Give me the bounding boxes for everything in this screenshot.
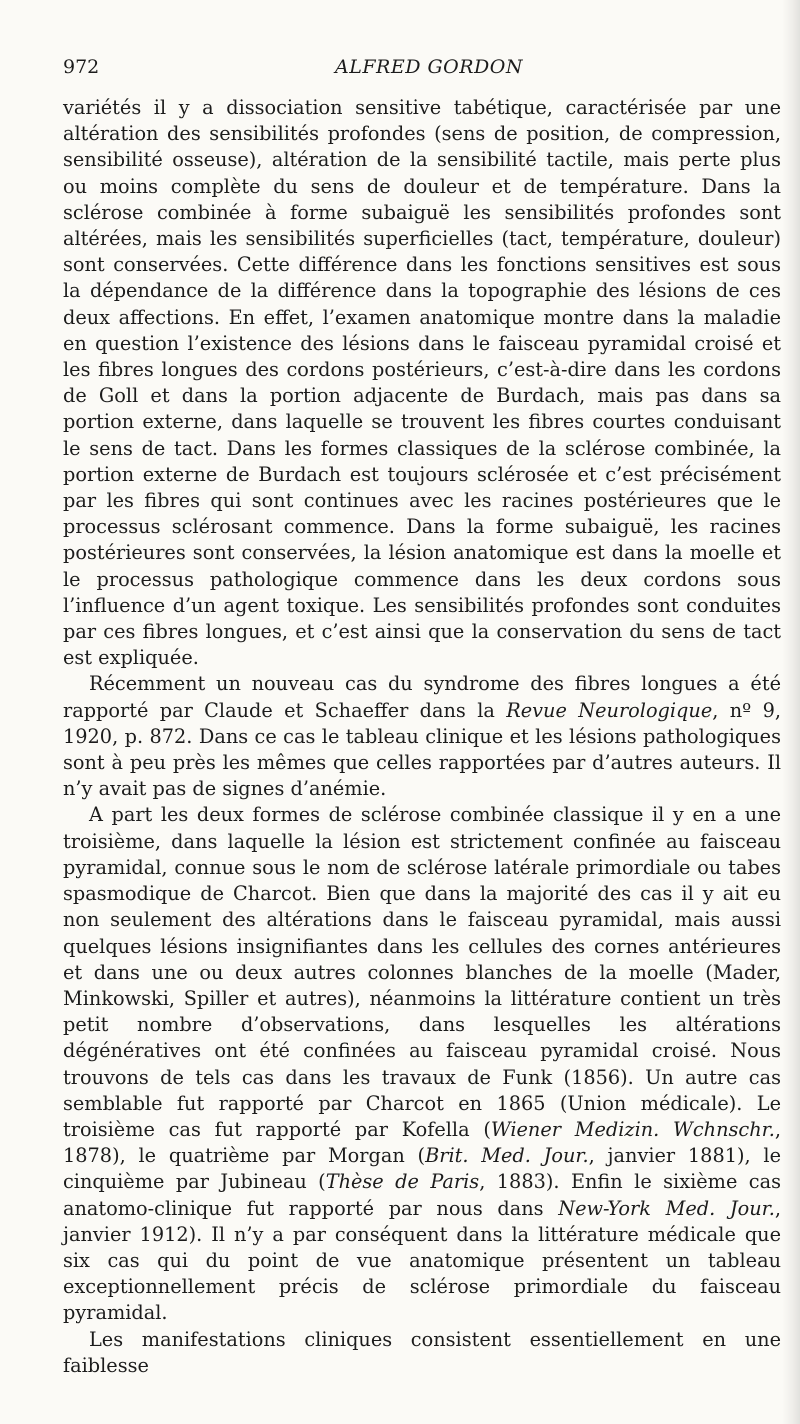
thesis-title-paris: Thèse de Paris: [325, 1170, 480, 1194]
paragraph-3-text-a: A part les deux formes de sclérose combinée classique il y en a une troisième, dans laquelle la lésion est strictement confinée au faisceau pyramidal, connue sous le nom de sclérose latérale primordiale ou tabes spasmodique de Charcot. Bien que dans la majorité des cas il y ait eu non seulement des altérations dans le faisceau pyramidal, mais aussi quelques lésions insignifiantes dans les cellules des cornes antérieures et dans une ou deux autres colonnes blanches de la moelle (Mader, Minkowski, Spiller et autres), néanmoins la littérature contient un très petit nombre d’observations, dans lesquelles les altérations dégénératives ont été confinées au faisceau pyramidal croisé. Nous trouvons de tels cas dans les travaux de Funk (1856). Un autre cas semblable fut rapporté par Charcot en 1865 (Union médicale). Le troisième cas fut rapporté par Kofella (: [63, 803, 781, 1141]
paragraph-1: variétés il y a dissociation sensitive tabétique, caractérisée par une altération des sensibilités profondes (sens de position, de compression, sensibilité osseuse), altération de la sensibilité tactile, mais perte plus ou moins complète du sens de douleur et de température. Dans la sclérose combinée à forme subaiguë les sensibilités profondes sont altérées, mais les sensibilités superficielles (tact, température, douleur) sont conservées. Cette différence dans les fonctions sensitives est sous la dépendance de la différence dans la topographie des lésions de ces deux affections. En effet, l’examen anatomique montre dans la maladie en question l’existence des lésions dans le faisceau pyramidal croisé et les fibres longues des cordons postérieurs, c’est-à-dire dans les cordons de Goll et dans la portion adjacente de Burdach, mais pas dans sa portion externe, dans laquelle se trouvent les fibres courtes conduisant le sens de tact. Dans les formes classiques de la sclérose combinée, la portion externe de Burdach est toujours sclérosée et c’est précisément par les fibres qui sont continues avec les racines postérieures que le processus sclérosant commence. Dans la forme subaiguë, les racines postérieures sont conservées, la lésion anatomique est dans la moelle et le processus pathologique commence dans les deux cordons sous l’influence d’un agent toxique. Les sensibilités profondes sont conduites par ces fibres longues, et c’est ainsi que la conservation du sens de tact est expliquée.: [63, 96, 781, 670]
journal-title-wiener: Wiener Medizin. Wchnschr.: [490, 1117, 775, 1141]
paragraph-4: Les manifestations cliniques consistent essentiellement en une faiblesse: [63, 1327, 781, 1377]
paragraph-3: [63, 802, 781, 1326]
paragraph-3-text-d: , 1883). Enfin le sixième cas anatomo-clinique fut rapporté par nous dans: [63, 1170, 781, 1220]
journal-title-new-york: New-York Med. Jour.: [558, 1196, 775, 1220]
body-text: [63, 95, 781, 1379]
running-header: [63, 56, 781, 84]
paragraph-3-text-e: , janvier 1912). Il n’y a par conséquent dans la littérature médicale que six cas qui du point de vue anatomique présentent un tableau exceptionnellement précis de sclérose primordiale du faisceau pyramidal.: [63, 1196, 781, 1325]
journal-title-revue-neurologique: Revue Neurologique: [506, 698, 713, 722]
paragraph-2-text-b: , nº 9, 1920, p. 872. Dans ce cas le tableau clinique et les lésions pathologiques sont à peu près les mêmes que celles rapportées par d’autres auteurs. Il n’y avait pas de signes d’anémie.: [63, 698, 781, 801]
running-title: ALFRED GORDON: [335, 56, 523, 78]
page-number: 972: [63, 56, 100, 78]
paragraph-2-text-a: Récemment un nouveau cas du syndrome des fibres longues a été rapporté par Claude et Schaeffer dans la: [63, 672, 781, 722]
paragraph-3-text-b: , 1878), le quatrième par Morgan (: [63, 1117, 781, 1168]
page-edge-shadow: [782, 0, 800, 1424]
journal-title-brit-med: Brit. Med. Jour.: [425, 1144, 589, 1168]
paragraph-2: [63, 671, 781, 802]
paragraph-3-text-c: , janvier 1881), le cinquième par Jubineau (: [63, 1144, 781, 1194]
